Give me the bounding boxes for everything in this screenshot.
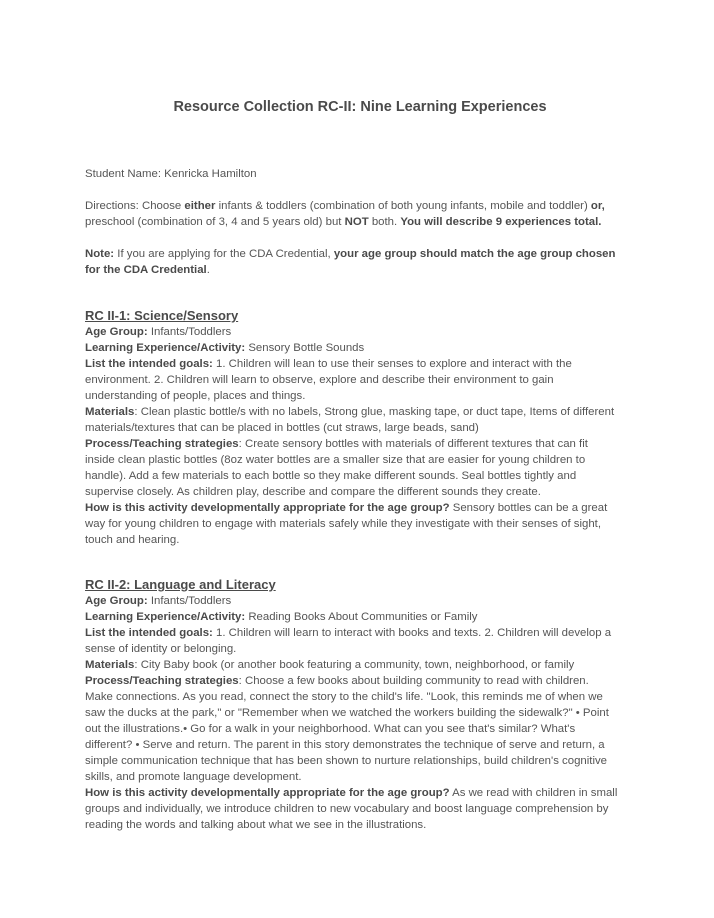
age-group-value: Infants/Toddlers [147, 595, 232, 607]
learning-experience-label: Learning Experience/Activity: [85, 611, 246, 623]
directions-either: either [184, 200, 216, 212]
process-line: handle). Add a few materials to each bottle so they make different sounds. Seal bottles tightly and [85, 470, 577, 482]
appropriateness-text: Sensory bottles can be a great [449, 502, 608, 514]
appropriateness-line: reading the words and talking about what we see in the illustrations. [85, 819, 427, 831]
process-label: Process/Teaching strategies [85, 675, 239, 687]
goals-line [85, 356, 635, 372]
goals-label: List the intended goals: [85, 358, 213, 370]
appropriateness-line [85, 500, 635, 516]
materials-label: Materials [85, 659, 135, 671]
process-line [85, 673, 635, 689]
appropriateness-label: How is this activity developmentally appropriate for the age group? [85, 502, 450, 514]
learning-experience-label: Learning Experience/Activity: [85, 342, 246, 354]
directions-text: preschool (combination of 3, 4 and 5 years old) but [85, 216, 345, 228]
process-label: Process/Teaching strategies [85, 438, 239, 450]
appropriateness-line [85, 785, 635, 801]
appropriateness-label: How is this activity developmentally appropriate for the age group? [85, 787, 450, 799]
age-group-label: Age Group: [85, 595, 148, 607]
appropriateness-line: touch and hearing. [85, 534, 180, 546]
directions-or: or, [590, 200, 605, 212]
process-line: out the illustrations.• Go for a walk in your neighborhood. What can you see that's similar? What's [85, 723, 576, 735]
process-text: : Create sensory bottles with materials of different textures that can fit [238, 438, 588, 450]
directions-line-2 [85, 214, 635, 230]
process-line: skills, and promote language development. [85, 771, 302, 783]
materials-line [85, 657, 635, 673]
goals-line [85, 625, 635, 641]
student-name-label: Student Name: [85, 168, 161, 180]
learning-experience-line [85, 340, 635, 356]
learning-experience-value: Reading Books About Communities or Family [245, 611, 478, 623]
learning-experience-line [85, 609, 635, 625]
page-title: Resource Collection RC-II: Nine Learning Experiences [173, 99, 547, 115]
note-line-2 [85, 262, 635, 278]
note-text: . [206, 264, 210, 276]
note-label: Note: [85, 248, 115, 260]
materials-text: : City Baby book (or another book featuring a community, town, neighborhood, or family [134, 659, 575, 671]
section-rc-ii-2 [85, 576, 635, 833]
process-text: : Choose a few books about building community to read with children. [238, 675, 589, 687]
directions-total: You will describe 9 experiences total. [400, 216, 602, 228]
materials-line [85, 404, 635, 420]
age-group-value: Infants/Toddlers [147, 326, 232, 338]
directions-text: infants & toddlers (combination of both young infants, mobile and toddler) [215, 200, 591, 212]
section-rc-ii-1 [85, 307, 635, 548]
section-heading: RC II-1: Science/Sensory [85, 308, 239, 323]
appropriateness-line: way for young children to engage with materials safely while they investigate with their senses of sight, [85, 518, 602, 530]
note-text: If you are applying for the CDA Credential, [114, 248, 334, 260]
student-name-value: Kenricka Hamilton [164, 168, 257, 180]
process-line: different? • Serve and return. The parent in this story demonstrates the technique of serve and return, a [85, 739, 605, 751]
note-emphasis: your age group should match the age group chosen [333, 248, 616, 260]
directions-text: both. [368, 216, 401, 228]
note-paragraph [85, 246, 635, 278]
process-line: simple communication technique that has been shown to nurture relationships, build children's cognitive [85, 755, 608, 767]
process-line: supervise closely. As children play, describe and compare the different sounds they create. [85, 486, 541, 498]
process-line: saw the ducks at the park," or "Remember when we watched the workers building the sidewalk?" • Point [85, 707, 609, 719]
directions-paragraph [85, 198, 635, 230]
process-line: inside clean plastic bottles (8oz water bottles are a smaller size that are easier for young children to [85, 454, 586, 466]
materials-text: : Clean plastic bottle/s with no labels, Strong glue, masking tape, or duct tape, Items of different [134, 406, 615, 418]
note-line-1 [85, 246, 635, 262]
process-line [85, 436, 635, 452]
goals-line: environment. 2. Children will learn to observe, explore and describe their environment to gain [85, 374, 554, 386]
goals-line: understanding of people, places and things. [85, 390, 306, 402]
directions-line-1 [85, 198, 635, 214]
goals-text: 1. Children will lean to use their senses to explore and interact with the [212, 358, 572, 370]
materials-line: materials/textures that can be placed in bottles (cut straws, large beads, sand) [85, 422, 479, 434]
age-group-label: Age Group: [85, 326, 148, 338]
process-line: Make connections. As you read, connect the story to the child's life. "Look, this reminds me of when we [85, 691, 603, 703]
section-heading: RC II-2: Language and Literacy [85, 577, 276, 592]
directions-not: NOT [344, 216, 369, 228]
goals-line: sense of identity or belonging. [85, 643, 237, 655]
learning-experience-value: Sensory Bottle Sounds [245, 342, 365, 354]
age-group-line [85, 324, 635, 340]
student-name-line [85, 166, 635, 182]
age-group-line [85, 593, 635, 609]
directions-text: Directions: Choose [85, 200, 185, 212]
appropriateness-line: groups and individually, we introduce children to new vocabulary and boost language comprehension by [85, 803, 609, 815]
materials-label: Materials [85, 406, 135, 418]
note-emphasis: for the CDA Credential [85, 264, 207, 276]
goals-label: List the intended goals: [85, 627, 213, 639]
goals-text: 1. Children will learn to interact with books and texts. 2. Children will develop a [212, 627, 612, 639]
appropriateness-text: As we read with children in small [449, 787, 618, 799]
